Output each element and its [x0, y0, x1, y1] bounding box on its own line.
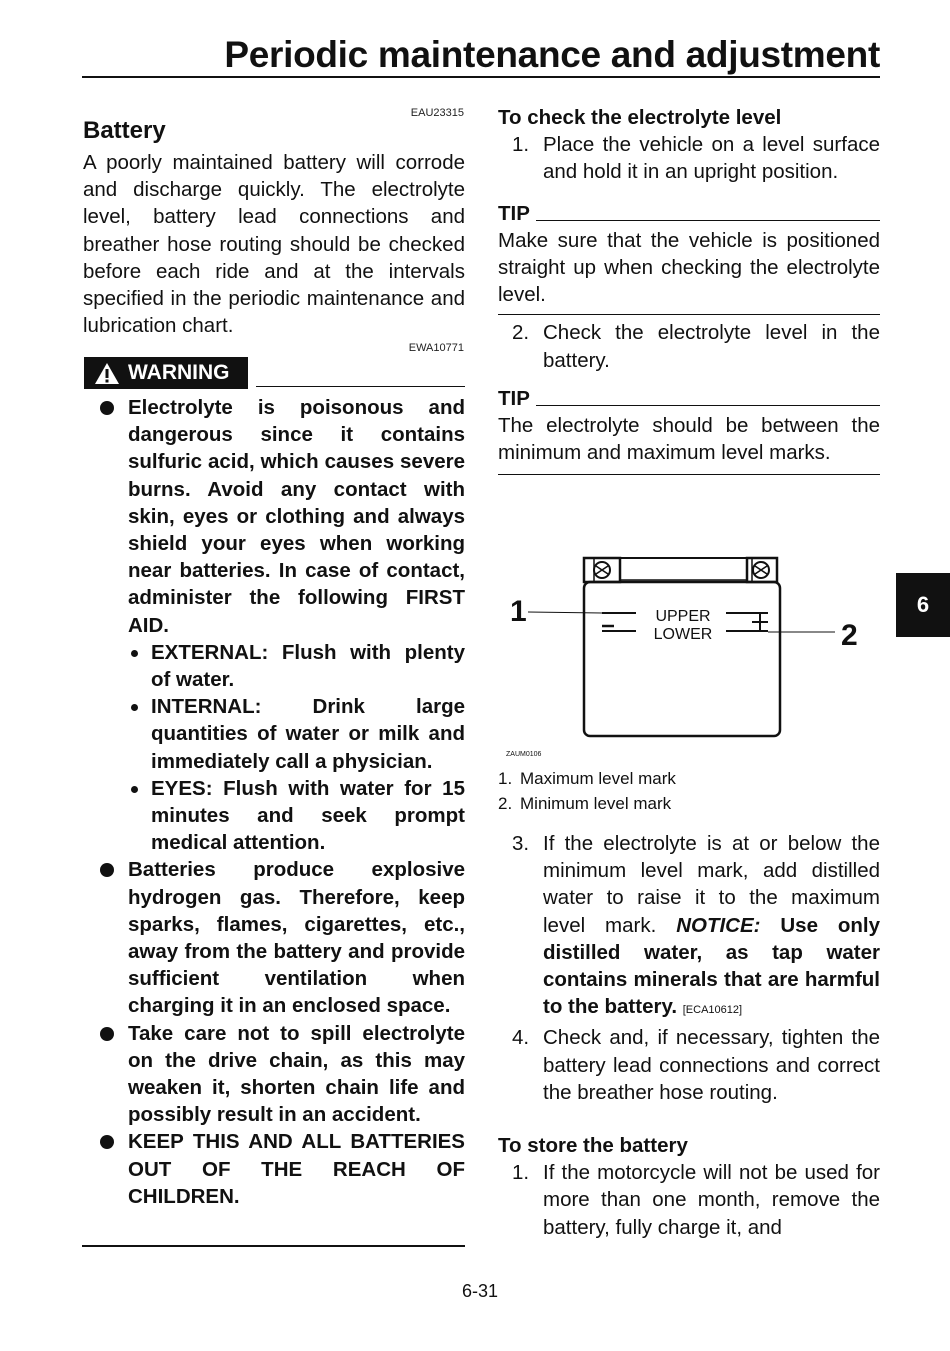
warning-list	[84, 394, 465, 1210]
warning-item	[84, 394, 465, 856]
warning-label: WARNING	[128, 361, 230, 384]
warning-item-text: Batteries produce explosive hydrogen gas. Therefore, keep sparks, flames, cigarettes, etc., away from the battery and provide sufficient ventilation when charging it in an enclosed space.	[128, 858, 465, 1018]
bullet-icon	[100, 1027, 114, 1041]
store-heading: To store the battery	[498, 1134, 688, 1158]
step-text: If the motorcycle will not be used for more than one month, remove the battery, fully charge it, and	[543, 1161, 880, 1239]
sub-bullet-icon	[131, 704, 138, 711]
caption-number: 2.	[498, 794, 513, 813]
step-item	[498, 319, 880, 373]
tip-end-rule	[498, 474, 880, 475]
caption-number: 1.	[498, 769, 513, 788]
step-text: Check and, if necessary, tighten the battery lead connections and correct the breather hose routing.	[543, 1026, 880, 1104]
check-steps	[498, 131, 880, 185]
figure-code: ZAUM0106	[506, 751, 542, 758]
warning-badge	[84, 357, 248, 389]
tip-label: TIP	[498, 386, 530, 410]
section-code: EAU23315	[410, 107, 464, 119]
warning-end-rule	[82, 1245, 465, 1247]
first-aid-item	[128, 693, 465, 775]
first-aid-item	[128, 775, 465, 857]
step-number: 4.	[512, 1026, 530, 1050]
step-item	[498, 131, 880, 185]
step-number: 1.	[512, 133, 530, 157]
figure-captions	[498, 766, 880, 816]
title-divider	[82, 76, 880, 78]
step-number: 3.	[512, 832, 530, 855]
check-heading: To check the electrolyte level	[498, 106, 782, 129]
warning-item	[84, 1128, 465, 1210]
store-steps	[498, 1159, 880, 1241]
bullet-icon	[100, 1135, 114, 1149]
sub-bullet-icon	[131, 786, 138, 793]
tip-text: The electrolyte should be between the minimum and maximum level marks.	[498, 414, 880, 465]
upper-label: UPPER	[655, 608, 711, 625]
tip-text: Make sure that the vehicle is positioned straight up when checking the electrolyte level.	[498, 228, 880, 307]
tip-label: TIP	[498, 201, 530, 225]
caption-item	[498, 766, 880, 791]
warning-triangle-icon	[94, 362, 120, 385]
notice-text: Use only distilled water, as tap water contains minerals that are harmful to the battery.	[543, 913, 880, 1019]
warning-rule	[256, 386, 465, 387]
step-text: Check the electrolyte level in the battery.	[543, 321, 880, 372]
check-steps-continued	[498, 830, 880, 1106]
warning-code: EWA10771	[408, 342, 464, 354]
first-aid-item	[128, 639, 465, 693]
step-number: 1.	[512, 1161, 530, 1185]
bullet-icon	[100, 863, 114, 877]
chapter-tab[interactable]: 6	[896, 573, 950, 637]
warning-item-text: Take care not to spill electrolyte on the drive chain, as this may weaken it, shorten chain life and possibly result in an accident.	[128, 1021, 465, 1127]
step-text: If the electrolyte is at or below the minimum level mark, add distilled water to raise it to the maximum level mark.	[543, 832, 880, 937]
sub-bullet-icon	[131, 650, 138, 657]
warning-item-text: Electrolyte is poisonous and dangerous since it contains sulfuric acid, which causes severe burns. Avoid any contact with skin, eyes or clothing and always shield your eyes when working near batteries. In case of contact, administer the following FIRST AID.	[128, 396, 465, 637]
callout-2: 2	[841, 619, 858, 652]
step-item	[498, 1159, 880, 1241]
tip-header	[498, 200, 880, 227]
step-item	[498, 1024, 880, 1106]
first-aid-text: EXTERNAL: Flush with plenty of water.	[151, 640, 465, 692]
bullet-icon	[100, 401, 114, 415]
callout-1: 1	[510, 595, 527, 628]
first-aid-list	[128, 639, 465, 857]
warning-item-text: KEEP THIS AND ALL BATTERIES OUT OF THE REACH OF CHILDREN.	[128, 1130, 465, 1208]
battery-level-diagram	[498, 550, 880, 762]
first-aid-text: INTERNAL: Drink large quantities of water or milk and immediately call a physician.	[151, 695, 465, 773]
caption-text: Minimum level mark	[520, 794, 672, 813]
step-text: Place the vehicle on a level surface and hold it in an upright position.	[543, 133, 880, 184]
check-steps	[498, 319, 880, 373]
first-aid-text: EYES: Flush with water for 15 minutes and seek prompt medical attention.	[151, 776, 465, 855]
lower-label: LOWER	[653, 626, 713, 643]
warning-item	[84, 1020, 465, 1129]
notice-label: NOTICE:	[676, 913, 761, 937]
tip-end-rule	[498, 314, 880, 315]
intro-paragraph: A poorly maintained battery will corrode and discharge quickly. The electrolyte level, battery lead connections and breather hose routing should be checked before each ride and at the intervals specified in the periodic maintenance and lubrication chart.	[83, 151, 465, 338]
caption-text: Maximum level mark	[520, 769, 676, 788]
page-title: Periodic maintenance and adjustment	[224, 34, 880, 75]
battery-body	[584, 582, 780, 736]
tip-header	[498, 385, 880, 412]
warning-item	[84, 856, 465, 1019]
section-heading: Battery	[83, 117, 166, 144]
caption-item	[498, 791, 880, 816]
step-number: 2.	[512, 321, 530, 345]
page-number: 6-31	[461, 1281, 499, 1301]
notice-code: [ECA10612]	[682, 1004, 743, 1017]
step-item	[498, 830, 880, 1024]
